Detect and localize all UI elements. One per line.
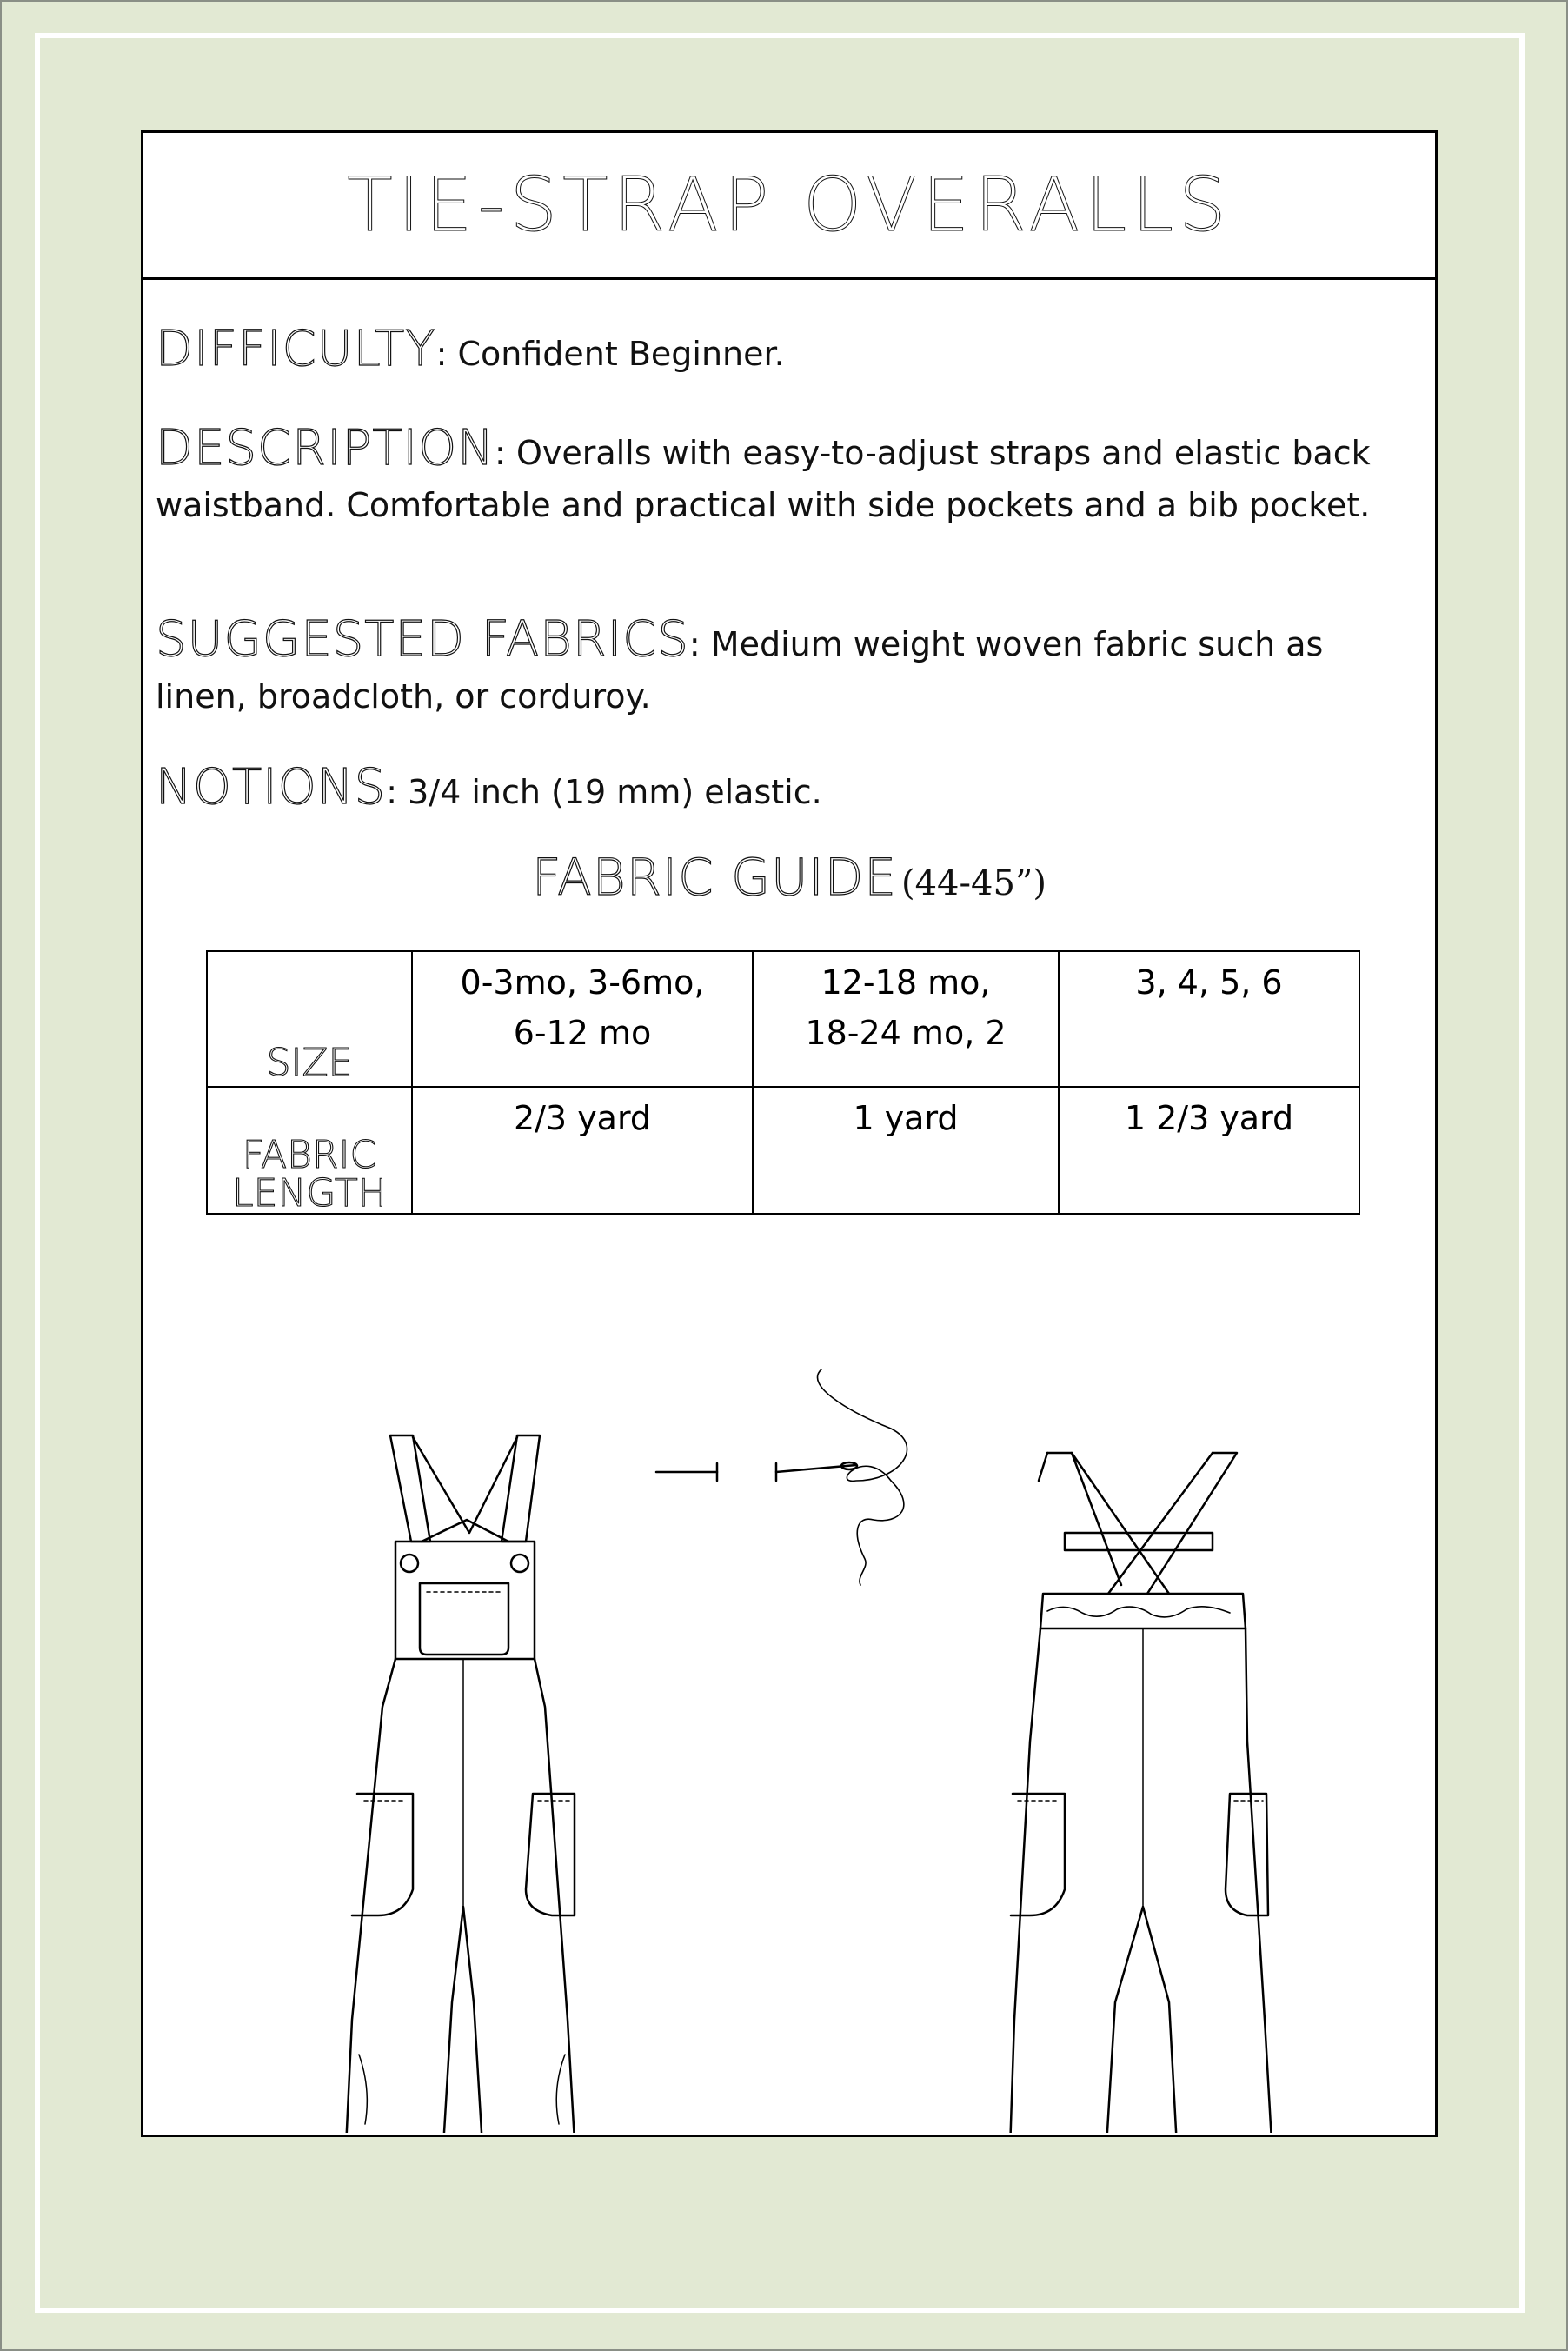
length-cell: 1 2/3 yard [1059, 1087, 1359, 1214]
overalls-illustration [143, 1220, 1435, 2133]
notions-text: 3/4 inch (19 mm) elastic. [408, 773, 822, 811]
difficulty-text: Confident Beginner. [457, 335, 785, 373]
pattern-card [141, 130, 1438, 2137]
table-row [207, 1087, 1359, 1214]
length-cell: 2/3 yard [412, 1087, 753, 1214]
size-cell: 12-18 mo, 18-24 mo, 2 [753, 951, 1059, 1087]
length-cell: 1 yard [753, 1087, 1059, 1214]
description-text: Overalls with easy-to-adjust straps and elastic back waistband. Comfortable and practical with side pockets and a bib pocket. [156, 434, 1371, 524]
fabric-guide-heading [143, 848, 1435, 907]
page-title: TIE-STRAP OVERALLS [347, 162, 1232, 249]
size-cell: 3, 4, 5, 6 [1059, 951, 1359, 1087]
fabric-length-header: FABRIC LENGTH [207, 1087, 412, 1214]
suggested-fabrics-section: SUGGESTED FABRICS: Medium weight woven fabric such as linen, broadcloth, or corduroy. [156, 611, 1324, 716]
difficulty-label: DIFFICULTY [156, 321, 436, 377]
fabric-width: (44-45”) [900, 863, 1046, 903]
back-view-overalls [1008, 1453, 1275, 2133]
notions-section: NOTIONS: 3/4 inch (19 mm) elastic. [156, 759, 822, 816]
description-label: DESCRIPTION [156, 420, 495, 476]
needle-thread-icon [656, 1369, 907, 1585]
description-section: DESCRIPTION: Overalls with easy-to-adjust straps and elastic back waistband. Comfortable and practical with side pockets and a bib pocket. [156, 420, 1371, 524]
difficulty-section: DIFFICULTY: Confident Beginner. [156, 321, 785, 377]
size-header: SIZE [207, 951, 412, 1087]
fabric-guide-label: FABRIC GUIDE [532, 848, 897, 907]
size-cell: 0-3mo, 3-6mo, 6-12 mo [412, 951, 753, 1087]
notions-label: NOTIONS [156, 759, 387, 816]
fabric-guide-table [206, 950, 1360, 1215]
suggested-fabrics-label: SUGGESTED FABRICS [156, 611, 689, 668]
front-view-overalls [343, 1435, 582, 2133]
suggested-fabrics-text: Medium weight woven fabric such as linen, broadcloth, or corduroy. [156, 625, 1324, 716]
title-bar [143, 133, 1435, 280]
table-row [207, 951, 1359, 1087]
